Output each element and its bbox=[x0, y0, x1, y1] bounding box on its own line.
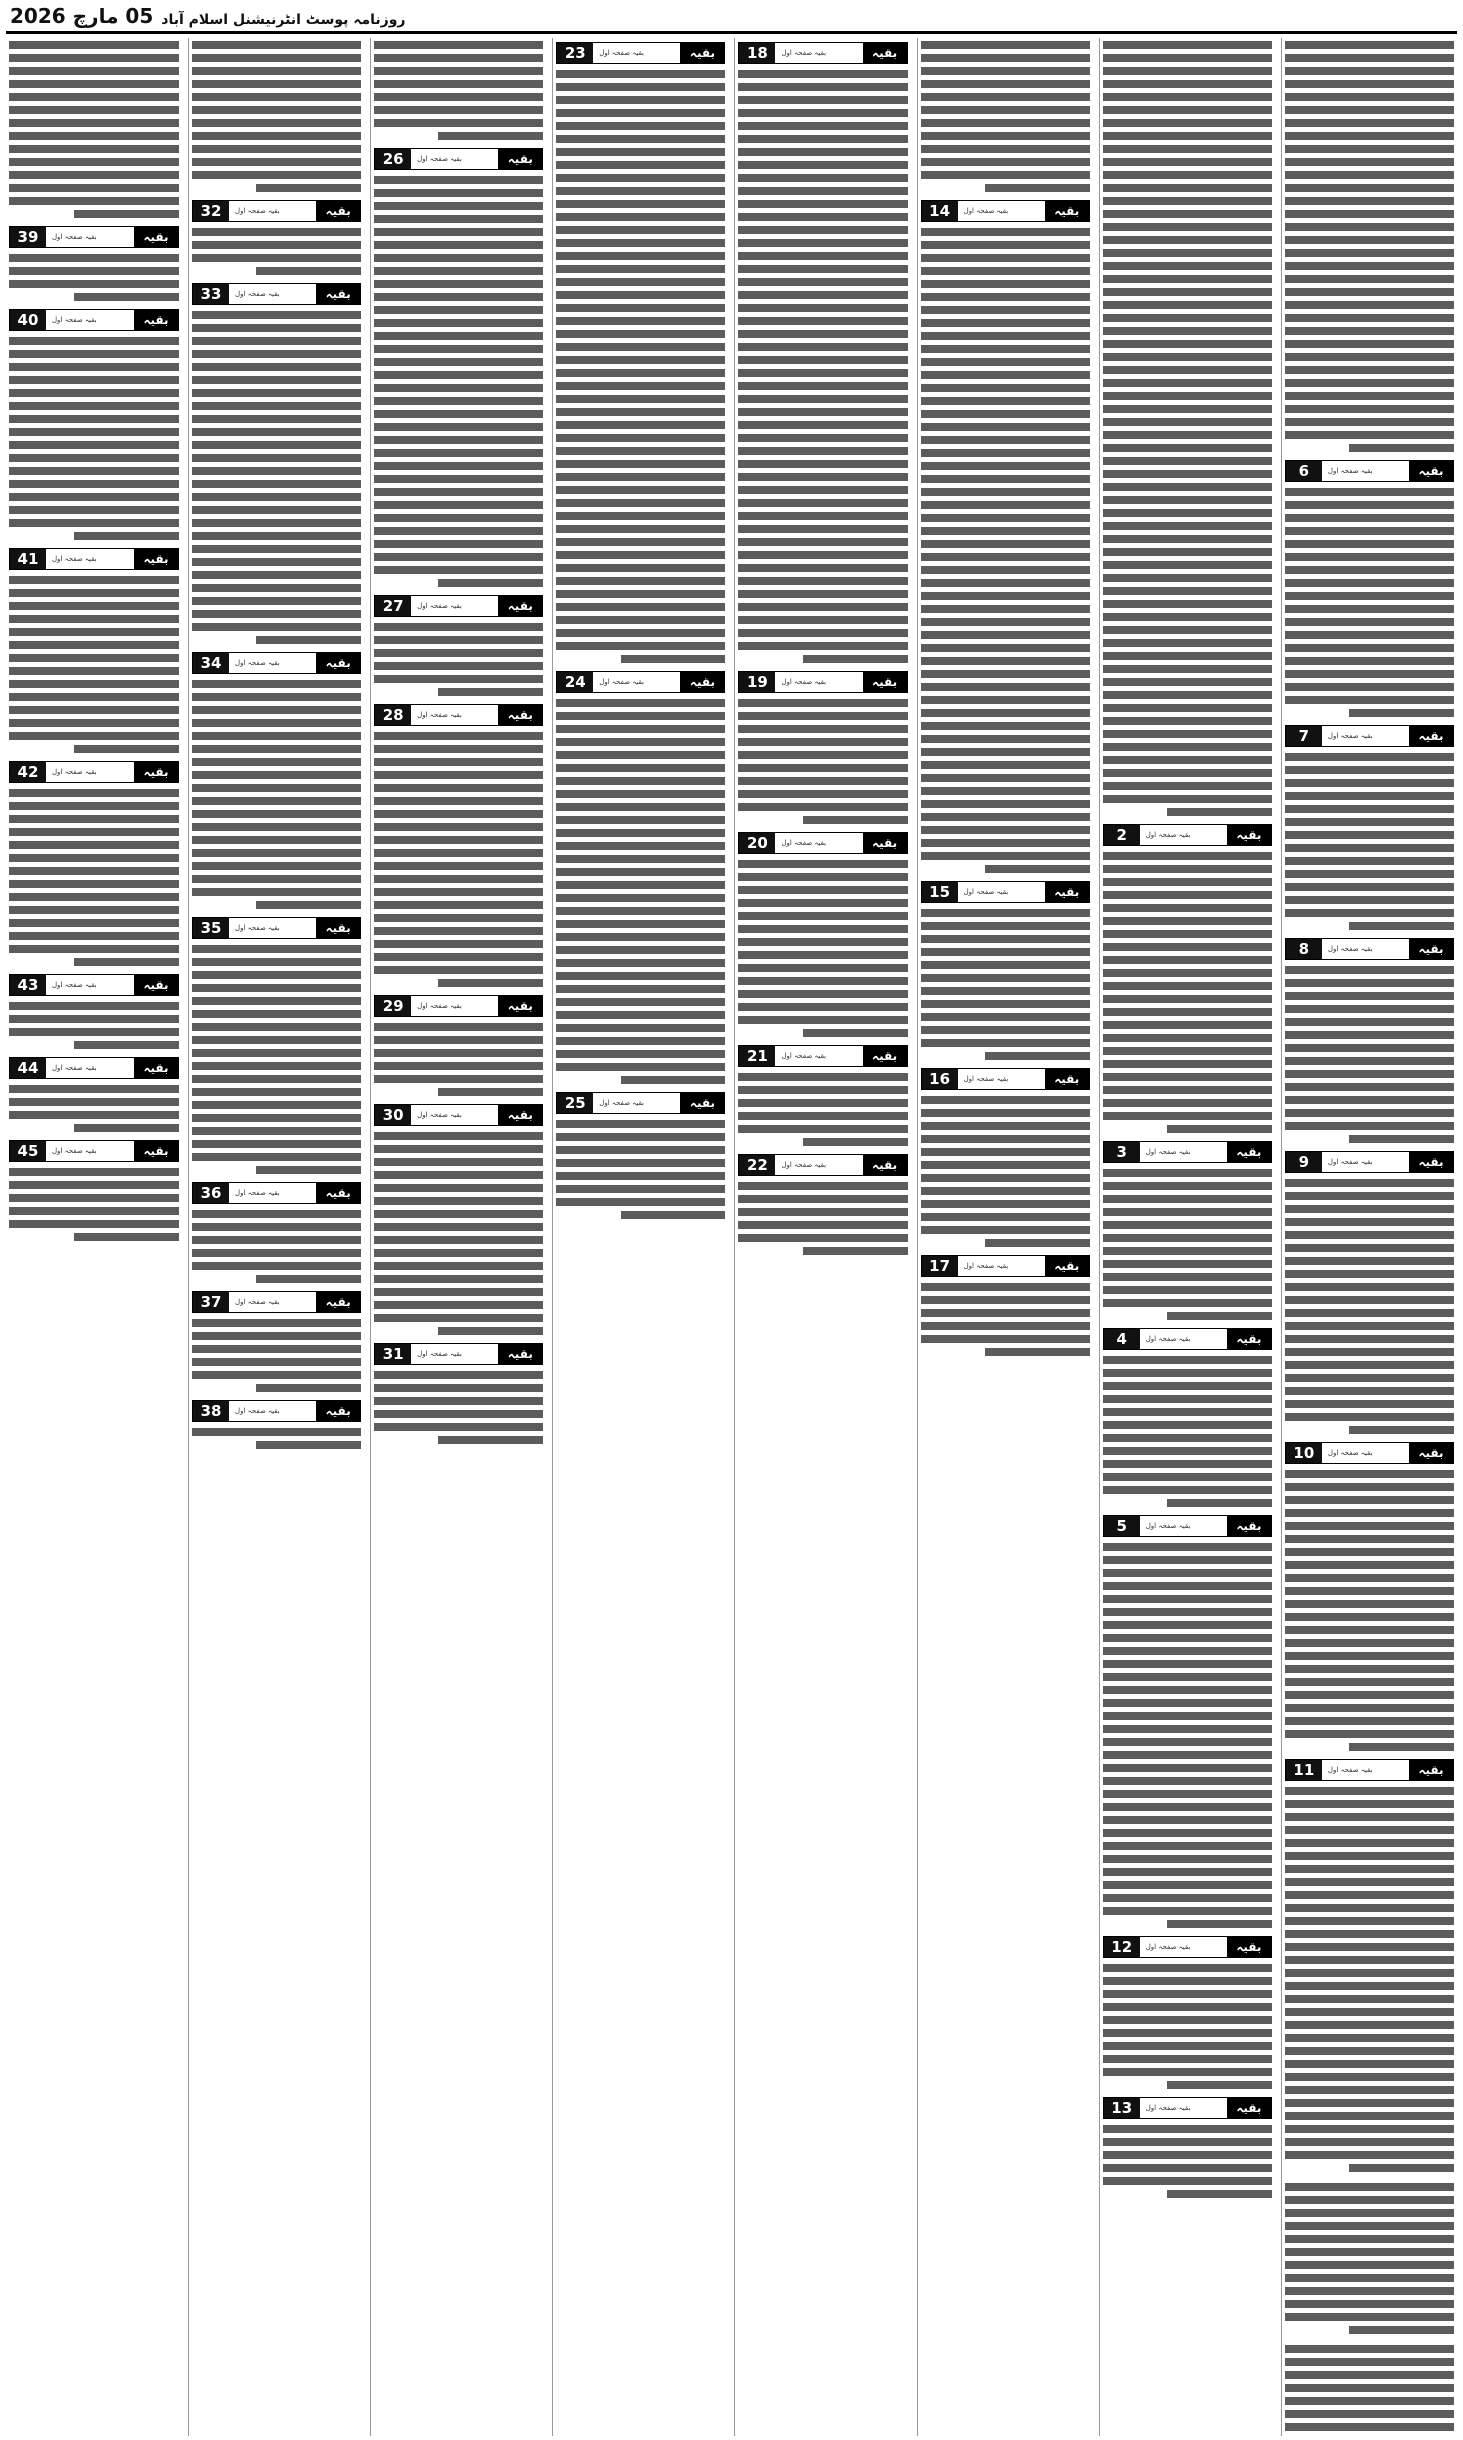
continuation-tag: بقیہ صفحہ اول bbox=[51, 981, 97, 989]
article-block bbox=[738, 42, 907, 665]
article-text bbox=[556, 696, 725, 1086]
continuation-header bbox=[1103, 1141, 1272, 1163]
article-text bbox=[1285, 1176, 1454, 1436]
article-text bbox=[1103, 1353, 1272, 1509]
continuation-number: 14 bbox=[922, 201, 958, 221]
continuation-number: 29 bbox=[375, 996, 411, 1016]
article-block bbox=[374, 704, 543, 989]
continuation-tag: بقیہ صفحہ اول bbox=[417, 1002, 462, 1010]
article-text bbox=[192, 225, 361, 277]
continuation-label: بقیہ bbox=[680, 672, 724, 692]
continuation-header bbox=[192, 1400, 361, 1422]
continuation-header bbox=[921, 1255, 1090, 1277]
article-text bbox=[1285, 750, 1454, 932]
article-text bbox=[738, 1179, 907, 1257]
article-block bbox=[192, 1400, 361, 1451]
article-block bbox=[9, 548, 179, 755]
continuation-header bbox=[738, 1154, 907, 1176]
article-text bbox=[921, 225, 1090, 875]
continuation-tag: بقیہ صفحہ اول bbox=[1327, 732, 1373, 740]
article-text bbox=[1285, 38, 1454, 454]
continuation-label: بقیہ bbox=[1227, 1142, 1271, 1162]
continuation-label: بقیہ bbox=[134, 310, 178, 330]
continuation-number: 23 bbox=[557, 43, 593, 63]
continuation-tag: بقیہ صفحہ اول bbox=[1327, 945, 1373, 953]
continuation-number: 21 bbox=[739, 1046, 775, 1066]
article-text bbox=[1103, 1166, 1272, 1322]
article-text bbox=[556, 1117, 725, 1221]
article-block bbox=[374, 38, 543, 142]
continuation-tag: بقیہ صفحہ اول bbox=[963, 888, 1009, 896]
continuation-tag: بقیہ صفحہ اول bbox=[51, 768, 97, 776]
continuation-number: 39 bbox=[10, 227, 46, 247]
continuation-tag: بقیہ صفحہ اول bbox=[1327, 467, 1373, 475]
continuation-label: بقیہ bbox=[1227, 1516, 1271, 1536]
article-text bbox=[738, 857, 907, 1039]
article-block bbox=[9, 974, 179, 1051]
article-block bbox=[738, 832, 907, 1039]
article-block bbox=[1103, 2097, 1272, 2200]
continuation-header bbox=[738, 832, 907, 854]
article-block bbox=[9, 38, 179, 220]
article-block bbox=[1285, 1151, 1454, 1436]
continuation-tag: بقیہ صفحہ اول bbox=[417, 602, 462, 610]
article-block bbox=[1285, 938, 1454, 1145]
continuation-tag: بقیہ صفحہ اول bbox=[235, 1407, 280, 1415]
continuation-number: 4 bbox=[1104, 1329, 1140, 1349]
continuation-label: بقیہ bbox=[1045, 1256, 1089, 1276]
continuation-number: 37 bbox=[193, 1292, 229, 1312]
continuation-header bbox=[192, 200, 361, 222]
continuation-number: 24 bbox=[557, 672, 593, 692]
continuation-header bbox=[1103, 1328, 1272, 1350]
article-text bbox=[921, 38, 1090, 194]
continuation-label: بقیہ bbox=[1409, 726, 1453, 746]
continuation-tag: بقیہ صفحہ اول bbox=[417, 1111, 462, 1119]
article-block bbox=[9, 309, 179, 542]
article-block bbox=[1103, 1328, 1272, 1509]
continuation-tag: بقیہ صفحہ اول bbox=[1327, 1158, 1373, 1166]
continuation-label: بقیہ bbox=[316, 653, 360, 673]
article-block bbox=[921, 1255, 1090, 1358]
article-block bbox=[192, 283, 361, 646]
continuation-label: بقیہ bbox=[680, 1093, 724, 1113]
article-text bbox=[1103, 1540, 1272, 1930]
continuation-number: 40 bbox=[10, 310, 46, 330]
continuation-tag: بقیہ صفحہ اول bbox=[599, 49, 644, 57]
article-text bbox=[374, 173, 543, 589]
continuation-number: 12 bbox=[1104, 1937, 1140, 1957]
continuation-header bbox=[1285, 1759, 1454, 1781]
article-text bbox=[1103, 849, 1272, 1135]
continuation-number: 7 bbox=[1286, 726, 1322, 746]
article-block bbox=[1285, 725, 1454, 932]
continuation-header bbox=[556, 671, 725, 693]
column bbox=[370, 38, 546, 2436]
continuation-header bbox=[1103, 1936, 1272, 1958]
continuation-label: بقیہ bbox=[498, 705, 542, 725]
continuation-label: بقیہ bbox=[863, 1155, 907, 1175]
article-block bbox=[1103, 1515, 1272, 1930]
continuation-label: بقیہ bbox=[134, 549, 178, 569]
article-text bbox=[738, 1070, 907, 1148]
continuation-header bbox=[1103, 824, 1272, 846]
article-block bbox=[556, 671, 725, 1086]
article-block bbox=[192, 200, 361, 277]
continuation-number: 32 bbox=[193, 201, 229, 221]
continuation-tag: بقیہ صفحہ اول bbox=[417, 711, 462, 719]
continuation-tag: بقیہ صفحہ اول bbox=[235, 659, 280, 667]
article-text bbox=[192, 38, 361, 194]
continuation-header bbox=[374, 1104, 543, 1126]
article-block bbox=[192, 38, 361, 194]
masthead bbox=[6, 0, 1457, 34]
continuation-label: بقیہ bbox=[1045, 1069, 1089, 1089]
continuation-number: 10 bbox=[1286, 1443, 1322, 1463]
continuation-label: بقیہ bbox=[1409, 1152, 1453, 1172]
continuation-number: 36 bbox=[193, 1183, 229, 1203]
continuation-label: بقیہ bbox=[1409, 461, 1453, 481]
column bbox=[734, 38, 910, 2436]
continuation-label: بقیہ bbox=[1045, 201, 1089, 221]
continuation-tag: بقیہ صفحہ اول bbox=[1145, 831, 1191, 839]
continuation-number: 15 bbox=[922, 882, 958, 902]
continuation-header bbox=[1285, 938, 1454, 960]
article-text bbox=[192, 308, 361, 646]
article-text bbox=[192, 1207, 361, 1285]
continuation-number: 3 bbox=[1104, 1142, 1140, 1162]
article-block bbox=[1285, 38, 1454, 454]
article-block bbox=[738, 671, 907, 826]
article-text bbox=[1285, 963, 1454, 1145]
article-text bbox=[374, 620, 543, 698]
continuation-header bbox=[1103, 2097, 1272, 2119]
article-block bbox=[374, 1343, 543, 1446]
article-text bbox=[1285, 2180, 1454, 2336]
continuation-number: 9 bbox=[1286, 1152, 1322, 1172]
article-text bbox=[1285, 1784, 1454, 2174]
continuation-tag: بقیہ صفحہ اول bbox=[599, 678, 644, 686]
article-block bbox=[738, 1045, 907, 1148]
continuation-tag: بقیہ صفحہ اول bbox=[51, 555, 97, 563]
article-block bbox=[1103, 1141, 1272, 1322]
continuation-number: 26 bbox=[375, 149, 411, 169]
continuation-label: بقیہ bbox=[316, 1183, 360, 1203]
continuation-header bbox=[9, 226, 179, 248]
continuation-number: 34 bbox=[193, 653, 229, 673]
continuation-tag: بقیہ صفحہ اول bbox=[963, 1075, 1009, 1083]
continuation-header bbox=[1285, 1151, 1454, 1173]
column bbox=[1099, 38, 1275, 2436]
continuation-header bbox=[1103, 1515, 1272, 1537]
continuation-label: بقیہ bbox=[498, 1344, 542, 1364]
article-block bbox=[1285, 1442, 1454, 1753]
continuation-tag: بقیہ صفحہ اول bbox=[235, 1189, 280, 1197]
continuation-label: بقیہ bbox=[498, 1105, 542, 1125]
article-text bbox=[9, 1165, 179, 1243]
article-text bbox=[374, 1368, 543, 1446]
continuation-header bbox=[738, 671, 907, 693]
article-text bbox=[9, 573, 179, 755]
continuation-tag: بقیہ صفحہ اول bbox=[51, 316, 97, 324]
continuation-tag: بقیہ صفحہ اول bbox=[781, 49, 827, 57]
article-block bbox=[192, 1291, 361, 1394]
article-block bbox=[192, 917, 361, 1176]
continuation-header bbox=[9, 548, 179, 570]
continuation-header bbox=[374, 995, 543, 1017]
continuation-number: 11 bbox=[1286, 1760, 1322, 1780]
article-block bbox=[374, 1104, 543, 1337]
article-text bbox=[1103, 38, 1272, 818]
continuation-tag: بقیہ صفحہ اول bbox=[51, 233, 97, 241]
article-text bbox=[374, 38, 543, 142]
continuation-header bbox=[1285, 725, 1454, 747]
article-block bbox=[738, 1154, 907, 1257]
continuation-label: بقیہ bbox=[863, 833, 907, 853]
continuation-number: 20 bbox=[739, 833, 775, 853]
continuation-label: بقیہ bbox=[498, 149, 542, 169]
continuation-label: بقیہ bbox=[316, 1292, 360, 1312]
article-block bbox=[1285, 2342, 1454, 2436]
continuation-number: 31 bbox=[375, 1344, 411, 1364]
article-text bbox=[556, 67, 725, 665]
article-block bbox=[1103, 824, 1272, 1135]
article-block bbox=[921, 1068, 1090, 1249]
article-text bbox=[921, 1093, 1090, 1249]
article-text bbox=[374, 1020, 543, 1098]
article-text bbox=[374, 729, 543, 989]
continuation-number: 30 bbox=[375, 1105, 411, 1125]
continuation-number: 45 bbox=[10, 1141, 46, 1161]
article-text bbox=[192, 1316, 361, 1394]
continuation-header bbox=[556, 1092, 725, 1114]
continuation-tag: بقیہ صفحہ اول bbox=[1145, 1522, 1191, 1530]
continuation-number: 8 bbox=[1286, 939, 1322, 959]
article-block bbox=[9, 1140, 179, 1243]
continuation-number: 28 bbox=[375, 705, 411, 725]
continuation-label: بقیہ bbox=[134, 227, 178, 247]
continuation-tag: بقیہ صفحہ اول bbox=[1327, 1766, 1373, 1774]
continuation-label: بقیہ bbox=[1409, 1443, 1453, 1463]
continuation-tag: بقیہ صفحہ اول bbox=[599, 1099, 644, 1107]
continuation-header bbox=[921, 1068, 1090, 1090]
continuation-header bbox=[374, 148, 543, 170]
continuation-header bbox=[192, 1182, 361, 1204]
article-text bbox=[1285, 2342, 1454, 2436]
continuation-tag: بقیہ صفحہ اول bbox=[1327, 1449, 1373, 1457]
continuation-header bbox=[921, 881, 1090, 903]
continuation-header bbox=[192, 917, 361, 939]
continuation-number: 19 bbox=[739, 672, 775, 692]
continuation-label: بقیہ bbox=[1409, 939, 1453, 959]
continuation-header bbox=[921, 200, 1090, 222]
continuation-tag: بقیہ صفحہ اول bbox=[235, 924, 280, 932]
continuation-tag: بقیہ صفحہ اول bbox=[781, 678, 827, 686]
article-block bbox=[374, 595, 543, 698]
continuation-header bbox=[374, 595, 543, 617]
continuation-label: بقیہ bbox=[1227, 2098, 1271, 2118]
continuation-label: بقیہ bbox=[498, 996, 542, 1016]
continuation-label: بقیہ bbox=[316, 284, 360, 304]
continuation-number: 42 bbox=[10, 762, 46, 782]
text-columns bbox=[6, 38, 1457, 2436]
continuation-number: 33 bbox=[193, 284, 229, 304]
continuation-tag: بقیہ صفحہ اول bbox=[235, 290, 280, 298]
continuation-number: 35 bbox=[193, 918, 229, 938]
article-text bbox=[192, 1425, 361, 1451]
continuation-header bbox=[9, 761, 179, 783]
continuation-tag: بقیہ صفحہ اول bbox=[51, 1147, 97, 1155]
article-block bbox=[921, 38, 1090, 194]
continuation-label: بقیہ bbox=[863, 43, 907, 63]
continuation-header bbox=[192, 1291, 361, 1313]
continuation-label: بقیہ bbox=[680, 43, 724, 63]
article-block bbox=[556, 1092, 725, 1221]
continuation-number: 5 bbox=[1104, 1516, 1140, 1536]
continuation-number: 18 bbox=[739, 43, 775, 63]
column bbox=[6, 38, 182, 2436]
continuation-label: بقیہ bbox=[1227, 825, 1271, 845]
continuation-tag: بقیہ صفحہ اول bbox=[417, 1350, 462, 1358]
article-text bbox=[9, 334, 179, 542]
continuation-tag: بقیہ صفحہ اول bbox=[781, 1161, 827, 1169]
continuation-header bbox=[738, 1045, 907, 1067]
continuation-label: بقیہ bbox=[863, 672, 907, 692]
continuation-tag: بقیہ صفحہ اول bbox=[235, 207, 280, 215]
column bbox=[188, 38, 364, 2436]
continuation-header bbox=[1285, 460, 1454, 482]
continuation-tag: بقیہ صفحہ اول bbox=[963, 1262, 1009, 1270]
column bbox=[917, 38, 1093, 2436]
article-text bbox=[738, 67, 907, 665]
continuation-number: 16 bbox=[922, 1069, 958, 1089]
continuation-number: 43 bbox=[10, 975, 46, 995]
continuation-header bbox=[192, 283, 361, 305]
article-block bbox=[1103, 38, 1272, 818]
article-text bbox=[9, 38, 179, 220]
continuation-label: بقیہ bbox=[134, 762, 178, 782]
continuation-number: 17 bbox=[922, 1256, 958, 1276]
article-text bbox=[738, 696, 907, 826]
continuation-number: 22 bbox=[739, 1155, 775, 1175]
article-block bbox=[556, 42, 725, 665]
continuation-tag: بقیہ صفحہ اول bbox=[1145, 1148, 1191, 1156]
continuation-number: 6 bbox=[1286, 461, 1322, 481]
article-block bbox=[374, 995, 543, 1098]
article-text bbox=[921, 906, 1090, 1062]
article-text bbox=[192, 677, 361, 911]
continuation-label: بقیہ bbox=[498, 596, 542, 616]
article-text bbox=[1103, 2122, 1272, 2200]
continuation-label: بقیہ bbox=[1409, 1760, 1453, 1780]
article-text bbox=[192, 942, 361, 1176]
article-text bbox=[374, 1129, 543, 1337]
article-block bbox=[374, 148, 543, 589]
article-block bbox=[1103, 1936, 1272, 2091]
continuation-number: 2 bbox=[1104, 825, 1140, 845]
continuation-header bbox=[374, 704, 543, 726]
continuation-tag: بقیہ صفحہ اول bbox=[417, 155, 462, 163]
article-block bbox=[9, 226, 179, 303]
article-block bbox=[921, 200, 1090, 875]
article-text bbox=[1285, 485, 1454, 719]
continuation-tag: بقیہ صفحہ اول bbox=[51, 1064, 97, 1072]
continuation-tag: بقیہ صفحہ اول bbox=[1145, 1943, 1191, 1951]
article-block bbox=[192, 652, 361, 911]
continuation-label: بقیہ bbox=[134, 975, 178, 995]
continuation-label: بقیہ bbox=[134, 1058, 178, 1078]
article-text bbox=[9, 1082, 179, 1134]
continuation-tag: بقیہ صفحہ اول bbox=[781, 839, 827, 847]
continuation-label: بقیہ bbox=[1227, 1329, 1271, 1349]
continuation-header bbox=[192, 652, 361, 674]
continuation-header bbox=[1285, 1442, 1454, 1464]
continuation-header bbox=[9, 1140, 179, 1162]
continuation-header bbox=[374, 1343, 543, 1365]
article-block bbox=[1285, 460, 1454, 719]
continuation-tag: بقیہ صفحہ اول bbox=[963, 207, 1009, 215]
article-block bbox=[9, 1057, 179, 1134]
continuation-number: 25 bbox=[557, 1093, 593, 1113]
continuation-number: 13 bbox=[1104, 2098, 1140, 2118]
continuation-tag: بقیہ صفحہ اول bbox=[235, 1298, 280, 1306]
continuation-label: بقیہ bbox=[1045, 882, 1089, 902]
newspaper-name: روزنامہ پوسٹ انٹرنیشنل اسلام آباد bbox=[161, 12, 406, 28]
continuation-tag: بقیہ صفحہ اول bbox=[1145, 2104, 1191, 2112]
continuation-label: بقیہ bbox=[863, 1046, 907, 1066]
continuation-label: بقیہ bbox=[316, 1401, 360, 1421]
article-text bbox=[9, 999, 179, 1051]
article-text bbox=[921, 1280, 1090, 1358]
continuation-header bbox=[9, 974, 179, 996]
continuation-label: بقیہ bbox=[316, 201, 360, 221]
article-block bbox=[9, 761, 179, 968]
article-block bbox=[192, 1182, 361, 1285]
continuation-label: بقیہ bbox=[134, 1141, 178, 1161]
article-block bbox=[921, 881, 1090, 1062]
continuation-tag: بقیہ صفحہ اول bbox=[781, 1052, 827, 1060]
continuation-number: 44 bbox=[10, 1058, 46, 1078]
continuation-label: بقیہ bbox=[1227, 1937, 1271, 1957]
continuation-header bbox=[738, 42, 907, 64]
continuation-header bbox=[9, 1057, 179, 1079]
column bbox=[552, 38, 728, 2436]
continuation-label: بقیہ bbox=[316, 918, 360, 938]
column bbox=[1281, 38, 1457, 2436]
continuation-tag: بقیہ صفحہ اول bbox=[1145, 1335, 1191, 1343]
continuation-number: 41 bbox=[10, 549, 46, 569]
article-block bbox=[1285, 2180, 1454, 2336]
continuation-number: 27 bbox=[375, 596, 411, 616]
article-block bbox=[1285, 1759, 1454, 2174]
article-text bbox=[9, 786, 179, 968]
article-text bbox=[9, 251, 179, 303]
continuation-header bbox=[556, 42, 725, 64]
continuation-header bbox=[9, 309, 179, 331]
continuation-number: 38 bbox=[193, 1401, 229, 1421]
article-text bbox=[1285, 1467, 1454, 1753]
article-text bbox=[1103, 1961, 1272, 2091]
issue-date: 05 مارچ 2026 bbox=[10, 4, 154, 28]
